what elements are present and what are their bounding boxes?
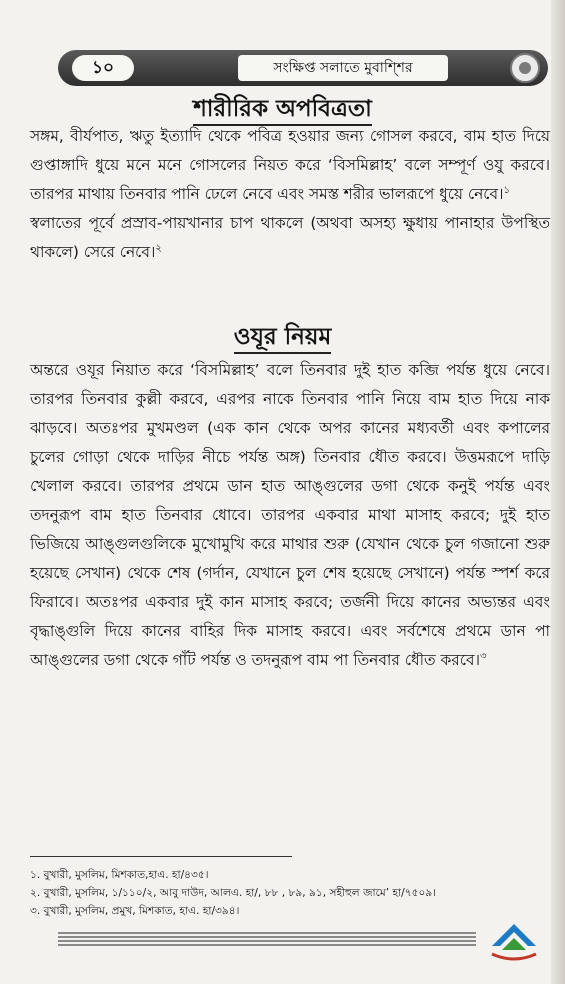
footnote-2: ২. বুখারী, মুসলিম, ১/১১০/২, আবু দাউদ, আলএ. হা/, ৮৮ , ৮৯, ৯১, সহীহুল জামে’ হা/৭৫০৯। — [30, 887, 437, 899]
footnote-ref-1: ১ — [503, 184, 511, 196]
bottom-decoration — [58, 932, 476, 946]
paragraph-ghusl — [30, 122, 550, 267]
section-title-wudu — [0, 318, 565, 357]
paragraph-wudu-text: অন্তরে ওযূর নিয়াত করে ‘বিসমিল্লাহ’ বলে তিনবার দুই হাত কব্জি পর্যন্ত ধুয়ে নেবে। তারপর তিনবার কুল্লী করবে, এরপর নাকে তিনবার পানি নিয়ে বাম হাত দিয়ে নাক ঝাড়বে। অতঃপর মুখমণ্ডল (এক কান থেকে অপর কানের মধ্যবর্তী এবং কপালের চুলের গোড়া থেকে দাড়ির নীচে পর্যন্ত অঙ্গ) তিনবার ধৌত করবে। উত্তমরূপে দাড়ি খেলাল করবে। তারপর প্রথমে ডান হাত আঙ্গুলের ডগা থেকে কনুই পর্যন্ত এবং তদনুরূপ বাম হাত তিনবার ধোবে। তারপর একবার মাথা মাসাহ করবে; দুই হাত ভিজিয়ে আঙ্গুলগুলিকে মুখোমুখি করে মাথার শুরু (যেখান থেকে চুল গজানো শুরু হয়েছে সেখান) থেকে শেষ (গর্দান, যেখানে চুল শেষ হয়েছে সেখানে) পর্যন্ত স্পর্শ করে ফিরাবে। অতঃপর একবার দুই কান মাসাহ করবে; তর্জনী দিয়ে কানের অভ্যন্তর এবং বৃদ্ধাঙ্গুলি দিয়ে কানের বাহির দিক মাসাহ করবে। এবং সর্বশেষে প্রথমে ডান পা আঙ্গুলের ডগা থেকে গাঁট পর্যন্ত ও তদনুরূপ বাম পা তিনবার ধৌত করবে। — [30, 361, 550, 669]
paragraph-toilet-text: স্বলাতের পূর্বে প্রস্রাব-পায়খানার চাপ থাকলে (অথবা অসহ্য ক্ষুধায় পানাহার উপস্থিত থাকলে) সেরে নেবে। — [30, 214, 550, 261]
page-edge — [551, 0, 565, 984]
running-header — [58, 50, 548, 86]
footnote-ref-3: ৩ — [479, 650, 487, 662]
footnote-1: ১. বুখারী, মুসলিম, মিশকাত,হাএ. হা/৪৩৫। — [30, 869, 209, 881]
running-title: সংক্ষিপ্ত সলাতে মুবাশ্শির — [238, 55, 448, 81]
footnote-ref-2: ২ — [155, 242, 162, 254]
publisher-logo-icon — [486, 920, 542, 966]
section-title-wudu-text: ওযূর নিয়ম — [234, 324, 331, 354]
paragraph-ghusl-text: সঙ্গম, বীর্যপাত, ঋতু ইত্যাদি থেকে পবিত্র হওয়ার জন্য গোসল করবে, বাম হাত দিয়ে গুপ্তাঙ্গাদি ধুয়ে মনে মনে গোসলের নিয়ত করে ‘বিসমিল্লাহ’ বলে সম্পূর্ণ ওযু করবে। তারপর মাথায় তিনবার পানি ঢেলে নেবে এবং সমস্ত শরীর ভালরূপে ধুয়ে নেবে। — [30, 127, 550, 203]
footnote-rule — [30, 856, 292, 857]
page-number: ১০ — [72, 55, 134, 81]
emblem-icon — [510, 53, 540, 83]
section-title-impurity-text: শারীরিক অপবিত্রতা — [193, 96, 372, 126]
footnote-3: ৩. বুখারী, মুসলিম, প্রমুখ, মিশকাত, হাএ. হা/৩৯৪। — [30, 905, 240, 917]
footnotes — [30, 866, 550, 920]
paragraph-wudu — [30, 356, 550, 675]
